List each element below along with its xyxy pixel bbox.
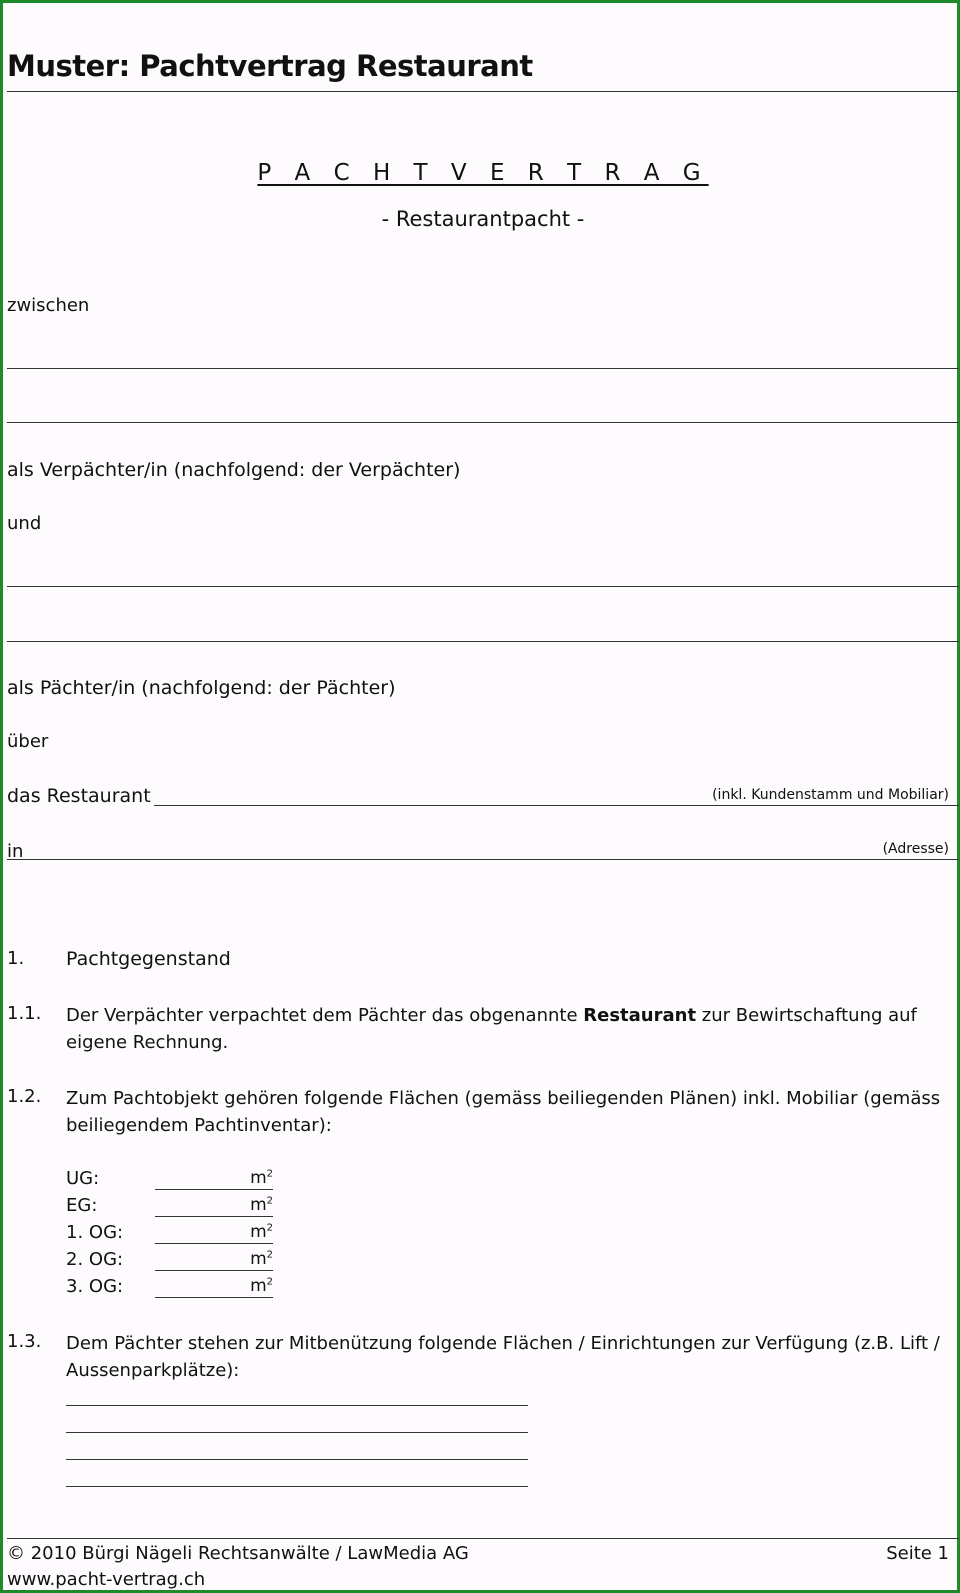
area-field[interactable]: $m^2$ xyxy=(155,1222,273,1244)
restaurant-label: das Restaurant xyxy=(7,785,151,807)
area-label: EG: xyxy=(66,1195,98,1216)
contract-title-text: P A C H T V E R T R A G xyxy=(257,160,709,186)
paragraph-number: 1.2. xyxy=(7,1086,42,1107)
footer-url[interactable]: www.pacht-vertrag.ch xyxy=(7,1569,206,1590)
contract-subtitle: - Restaurantpacht - xyxy=(381,207,585,231)
restaurant-name-line[interactable] xyxy=(154,805,959,806)
in-label: in xyxy=(7,841,24,862)
tenant-line-1[interactable] xyxy=(7,586,959,587)
section-number: 1. xyxy=(7,948,25,969)
paragraph-1-1: Der Verpächter verpachtet dem Pächter das obgenannte Restaurant zur Bewirtschaftung auf eigene Rechnung. xyxy=(66,1005,917,1053)
shared-area-line[interactable] xyxy=(66,1459,528,1460)
area-label: 3. OG: xyxy=(66,1276,124,1297)
address-line[interactable] xyxy=(7,859,959,860)
landlord-role: als Verpächter/in (nachfolgend: der Verpächter) xyxy=(7,459,461,481)
tenant-role: als Pächter/in (nachfolgend: der Pächter) xyxy=(7,677,396,699)
paragraph-1-2: Zum Pachtobjekt gehören folgende Flächen (gemäss beiliegenden Plänen) inkl. Mobiliar (gemäss beiliegendem Pachtinventar): xyxy=(66,1088,941,1136)
area-label: UG: xyxy=(66,1168,100,1189)
landlord-line-1[interactable] xyxy=(7,368,959,369)
area-label: 2. OG: xyxy=(66,1249,124,1270)
footer-copyright: © 2010 Bürgi Nägeli Rechtsanwälte / LawMedia AG xyxy=(7,1543,469,1564)
landlord-line-2[interactable] xyxy=(7,422,959,423)
restaurant-bold: Restaurant xyxy=(583,1005,697,1026)
shared-area-line[interactable] xyxy=(66,1486,528,1487)
tenant-line-2[interactable] xyxy=(7,641,959,642)
heading-rule xyxy=(7,91,959,92)
section-title: Pachtgegenstand xyxy=(66,948,231,970)
area-field[interactable]: $m^2$ xyxy=(155,1168,273,1190)
area-label: 1. OG: xyxy=(66,1222,124,1243)
about-label: über xyxy=(7,731,49,752)
document-heading: Muster: Pachtvertrag Restaurant xyxy=(7,49,533,83)
footer-page-number: Seite 1 xyxy=(886,1543,949,1564)
area-field[interactable]: $m^2$ xyxy=(155,1195,273,1217)
contract-title xyxy=(3,160,960,186)
restaurant-note: (inkl. Kundenstamm und Mobiliar) xyxy=(712,787,949,803)
shared-area-line[interactable] xyxy=(66,1405,528,1406)
shared-area-line[interactable] xyxy=(66,1432,528,1433)
area-field[interactable]: $m^2$ xyxy=(155,1276,273,1298)
paragraph-number: 1.1. xyxy=(7,1003,42,1024)
and-label: und xyxy=(7,513,42,534)
between-label: zwischen xyxy=(7,295,90,316)
paragraph-number: 1.3. xyxy=(7,1331,42,1352)
footer-rule xyxy=(7,1538,959,1539)
paragraph-1-3: Dem Pächter stehen zur Mitbenützung folgende Flächen / Einrichtungen zur Verfügung (z.B. Lift / Aussenparkplätze): xyxy=(66,1333,940,1381)
address-note: (Adresse) xyxy=(882,841,949,857)
area-field[interactable]: $m^2$ xyxy=(155,1249,273,1271)
